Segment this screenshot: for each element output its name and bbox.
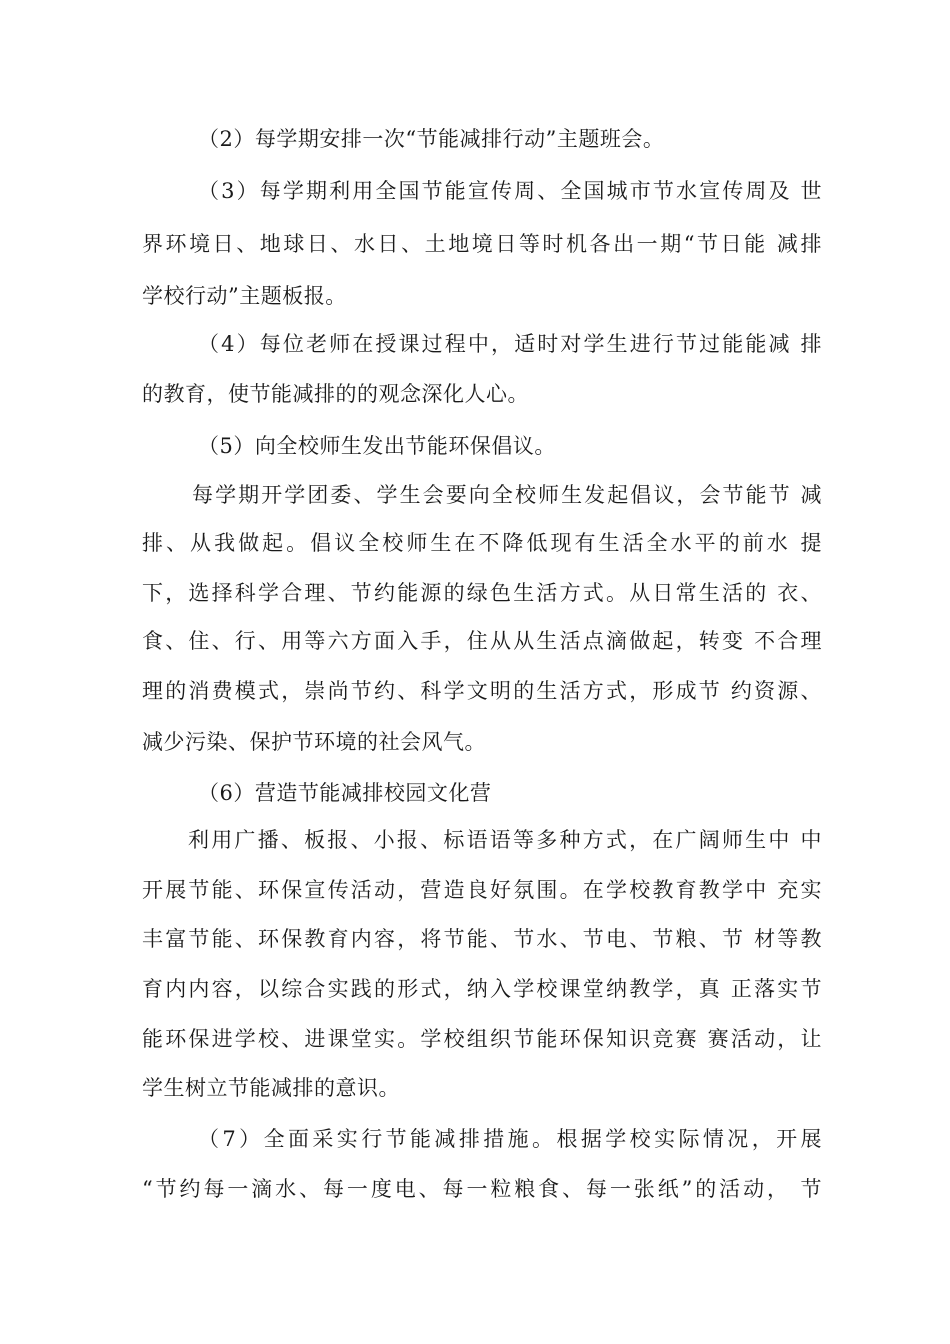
paragraph-5-body-line-1: 每学期开学团委、学生会要向全校师生发起倡议，会节能节 减 xyxy=(192,483,822,507)
paragraph-5-heading: （5）向全校师生发出节能环保倡议。 xyxy=(198,434,556,458)
paragraph-6-body-line-3: 丰富节能、环保教育内容，将节能、节水、节电、节粮、节 材等教 xyxy=(142,927,822,951)
paragraph-6-body-line-1: 利用广播、板报、小报、标语语等多种方式，在广阔师生中 中 xyxy=(188,828,822,852)
paragraph-4-line-1: （4）每位老师在授课过程中，适时对学生进行节过能能减 排 xyxy=(198,332,822,356)
paragraph-3-line-2: 界环境日、地球日、水日、土地境日等时机各出一期“节日能 减排 xyxy=(142,232,822,256)
paragraph-6-body-line-4: 育内内容，以综合实践的形式，纳入学校课堂纳教学，真 正落实节 xyxy=(142,977,822,1001)
paragraph-3-line-3: 学校行动”主题板报。 xyxy=(142,284,347,308)
paragraph-5-body-line-3: 下，选择科学合理、节约能源的绿色生活方式。从日常生活的 衣、 xyxy=(142,581,822,605)
paragraph-7-line-2: “节约每一滴水、每一度电、每一粒粮食、每一张纸”的活动， 节 xyxy=(142,1177,822,1201)
paragraph-6-body-line-5: 能环保进学校、进课堂实。学校组织节能环保知识竞赛 赛活动，让 xyxy=(142,1027,822,1051)
paragraph-3-line-1: （3）每学期利用全国节能宣传周、全国城市节水宣传周及 世 xyxy=(198,179,822,203)
paragraph-6-heading: （6）营造节能减排校园文化营 xyxy=(198,781,492,805)
paragraph-5-body-line-4: 食、住、行、用等六方面入手，住从从生活点滴做起，转变 不合理 xyxy=(142,629,822,653)
paragraph-5-body-line-2: 排、从我做起。倡议全校师生在不降低现有生活全水平的前水 提 xyxy=(142,531,822,555)
paragraph-5-body-line-6: 减少污染、保护节环境的社会风气。 xyxy=(142,730,486,754)
paragraph-5-body-line-5: 理的消费模式，崇尚节约、科学文明的生活方式，形成节 约资源、 xyxy=(142,679,822,703)
paragraph-4-line-2: 的教育，使节能减排的的观念深化人心。 xyxy=(142,382,529,406)
paragraph-7-line-1: （7）全面采实行节能减排措施。根据学校实际情况，开展 xyxy=(198,1127,822,1151)
paragraph-6-body-line-2: 开展节能、环保宣传活动，营造良好氛围。在学校教育教学中 充实 xyxy=(142,878,822,902)
paragraph-6-body-line-6: 学生树立节能减排的意识。 xyxy=(142,1076,400,1100)
paragraph-2-line-1: （2）每学期安排一次“节能减排行动”主题班会。 xyxy=(198,127,665,151)
